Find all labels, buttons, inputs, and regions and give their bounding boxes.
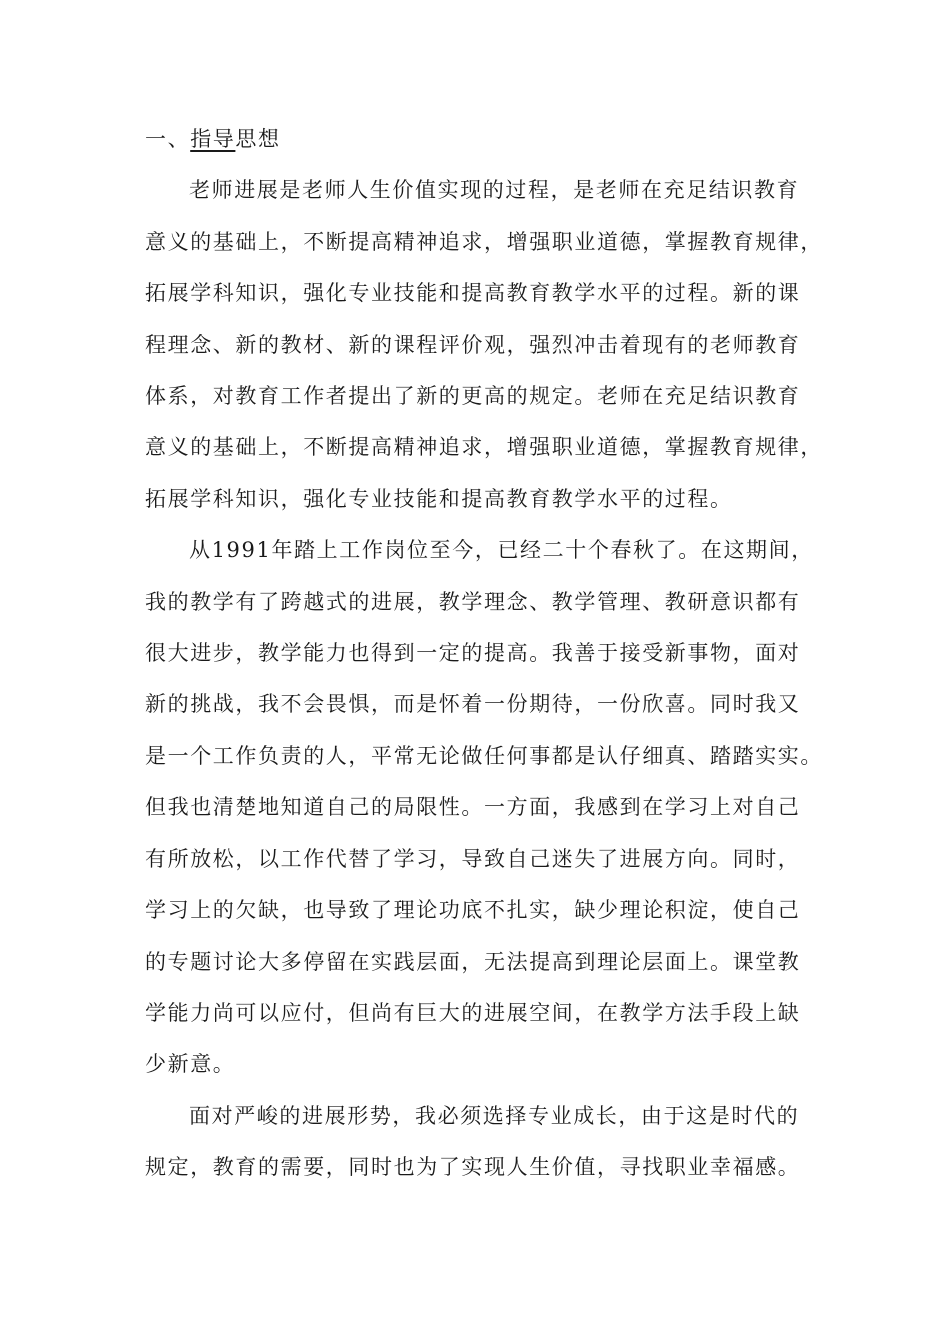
paragraph-line: 但我也清楚地知道自己的局限性。一方面，我感到在学习上对自己 <box>145 795 801 820</box>
paragraph-line: 新的挑战，我不会畏惧，而是怀着一份期待，一份欣喜。同时我又 <box>145 692 801 717</box>
paragraph-line: 拓展学科知识，强化专业技能和提高教育教学水平的过程。 <box>145 486 733 511</box>
paragraph-line: 规定，教育的需要，同时也为了实现人生价值，寻找职业幸福感。 <box>145 1155 801 1180</box>
paragraph-2 <box>145 525 823 1090</box>
paragraph-line: 拓展学科知识，强化专业技能和提高教育教学水平的过程。新的课 <box>145 281 801 306</box>
paragraph-line: 从1991年踏上工作岗位至今，已经二十个春秋了。在这期间， <box>189 538 814 563</box>
paragraph-line: 我的教学有了跨越式的进展，教学理念、教学管理、教研意识都有 <box>145 589 801 614</box>
paragraph-line: 程理念、新的教材、新的课程评价观，强烈冲击着现有的老师教育 <box>145 332 801 357</box>
paragraph-line: 老师进展是老师人生价值实现的过程，是老师在充足结识教育 <box>189 178 800 203</box>
paragraph-line: 有所放松，以工作代替了学习，导致自己迷失了进展方向。同时， <box>145 846 801 871</box>
paragraph-line: 的专题讨论大多停留在实践层面，无法提高到理论层面上。课堂教 <box>145 949 801 974</box>
heading-number: 一、 <box>145 127 191 151</box>
paragraph-line: 很大进步，教学能力也得到一定的提高。我善于接受新事物，面对 <box>145 641 801 666</box>
paragraph-3 <box>145 1091 805 1194</box>
paragraph-line: 意义的基础上，不断提高精神追求，增强职业道德，掌握教育规律， <box>145 229 823 254</box>
section-heading <box>145 114 805 165</box>
paragraph-1 <box>145 165 823 525</box>
paragraph-line: 意义的基础上，不断提高精神追求，增强职业道德，掌握教育规律， <box>145 435 823 460</box>
paragraph-line: 面对严峻的进展形势，我必须选择专业成长，由于这是时代的 <box>189 1103 800 1128</box>
paragraph-line: 学习上的欠缺，也导致了理论功底不扎实，缺少理论积淀，使自己 <box>145 898 801 923</box>
paragraph-line: 学能力尚可以应付，但尚有巨大的进展空间，在教学方法手段上缺 <box>145 1000 801 1025</box>
heading-underlined-text: 指导 <box>190 127 236 151</box>
heading-text: 思想 <box>235 127 281 151</box>
paragraph-line: 体系，对教育工作者提出了新的更高的规定。老师在充足结识教育 <box>145 384 801 409</box>
paragraph-line: 是一个工作负责的人，平常无论做任何事都是认仔细真、踏踏实实。 <box>145 743 823 768</box>
document-body <box>145 114 823 1194</box>
paragraph-line: 少新意。 <box>145 1052 236 1077</box>
